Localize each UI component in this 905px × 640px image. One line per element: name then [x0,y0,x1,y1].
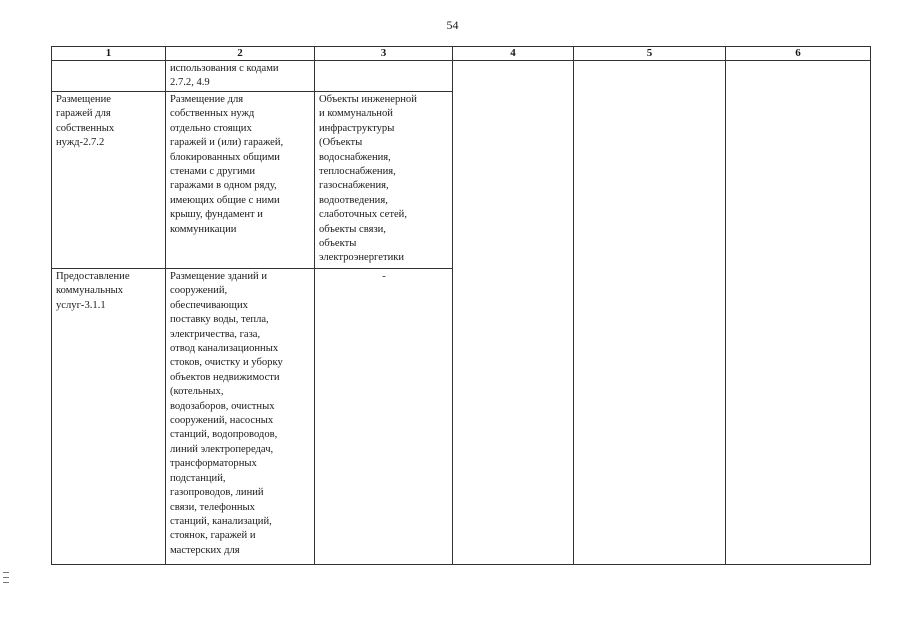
column-header-6: 6 [726,47,871,61]
table-header-row [52,47,871,61]
row-1-use-description: использования с кодами 2.7.2, 4.9 [166,61,315,92]
column-header-1: 1 [52,47,166,61]
row-3-use-description: Размещение зданий и сооружений, обеспечивающих поставку воды, тепла, электричества, газа, отвод канализационных стоков, очистку и уборку объектов недвижимости (котельных, водозаборов, очистных сооружений, насосных станций, водопроводов, линий электропередач, трансформаторных подстанций, газопроводов, линий связи, телефонных станций, канализаций, стоянок, гаражей и мастерских для [166,269,315,565]
row-2-use-description: Размещение для собственных нужд отдельно стоящих гаражей и (или) гаражей, блокированных общими стенами с другими гаражами в одном ряду, имеющих общие с ними крышу, фундамент и коммуникации [166,92,315,269]
table-row [52,61,871,92]
column-header-3: 3 [315,47,453,61]
row-1-use-name [52,61,166,92]
row-1-conditional-objects [315,61,453,92]
column-header-2: 2 [166,47,315,61]
column-5-cell [574,61,726,565]
row-3-use-name: Предоставление коммунальных услуг-3.1.1 [52,269,166,565]
column-6-cell [726,61,871,565]
zoning-table [51,46,871,565]
row-3-conditional-objects: - [315,269,453,565]
row-2-conditional-objects: Объекты инженерной и коммунальной инфраструктуры (Объекты водоснабжения, теплоснабжения, газоснабжения, водоотведения, слаботочных сетей, объекты связи, объекты электроэнергетики [315,92,453,269]
scan-margin-marks [3,572,11,587]
column-header-4: 4 [453,47,574,61]
column-4-cell [453,61,574,565]
column-header-5: 5 [574,47,726,61]
page-number: 54 [446,18,459,32]
row-2-use-name: Размещение гаражей для собственных нужд-2.7.2 [52,92,166,269]
